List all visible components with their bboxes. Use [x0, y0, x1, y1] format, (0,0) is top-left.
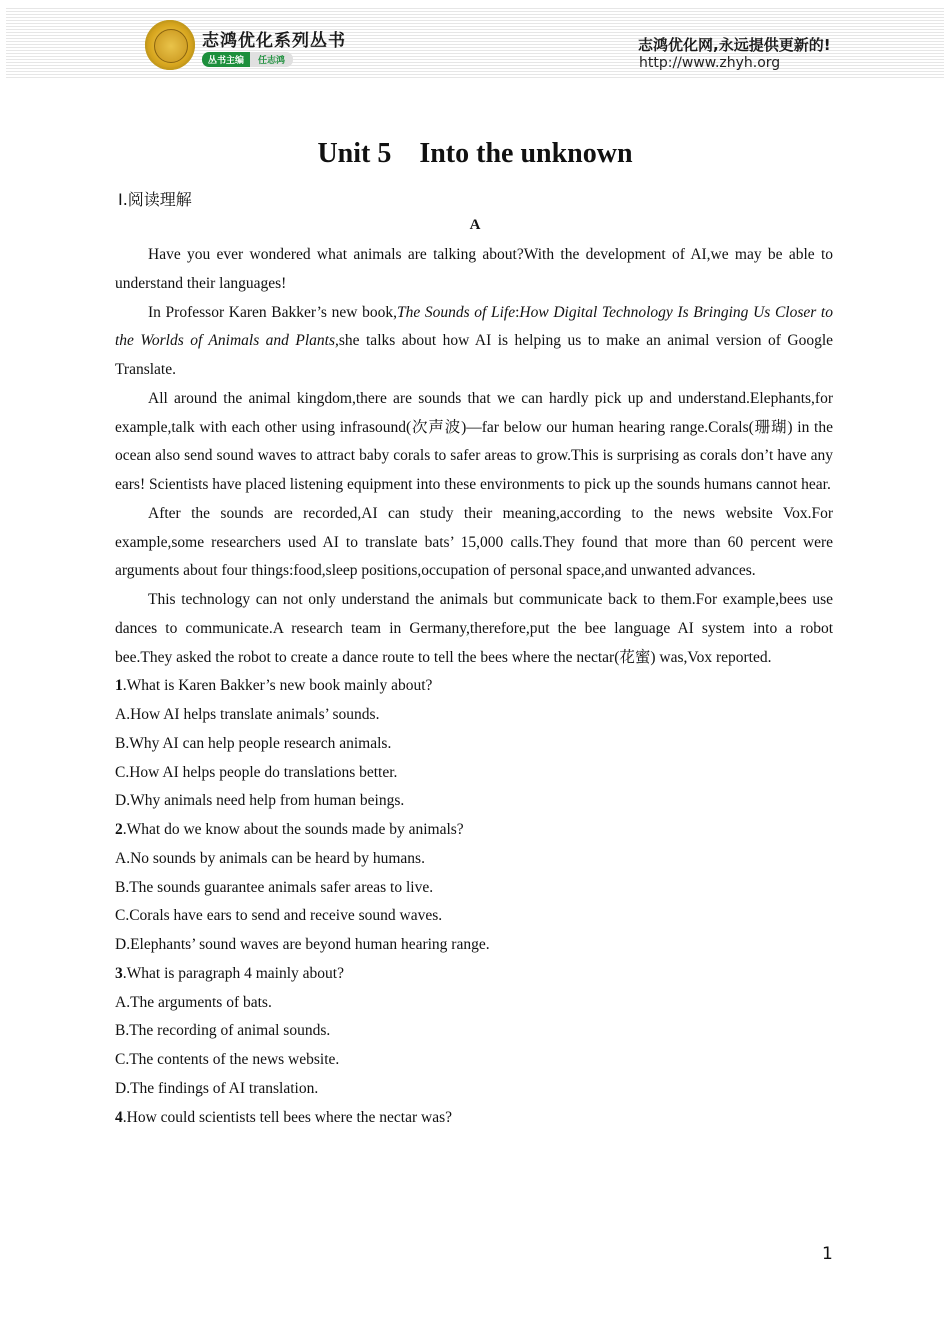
question-3 [115, 960, 833, 1104]
question-1 [115, 672, 833, 816]
header-slogan: 志鸿优化网,永远提供更新的! [638, 36, 831, 54]
document-body [115, 241, 833, 1132]
option-c: C.How AI helps people do translations better. [115, 763, 398, 781]
paragraph-3: All around the animal kingdom,there are sounds that we can hardly pick up and understand.Elephants,for example,talk with each other using infrasound(次声波)—far below our human hearing range.Corals(珊瑚) in the ocean also send sound waves to attract baby corals to safer areas to grow.This is surprising as corals don’t have any ears! Scientists have placed listening equipment into these environments to pick up the sounds humans cannot hear. [115, 389, 833, 493]
page-header [6, 6, 944, 80]
paragraph-5: This technology can not only understand the animals but communicate back to them.For example,bees use dances to communicate.A research team in Germany,therefore,put the bee language AI system into a robot bee.They asked the robot to create a dance route to tell the bees where the nectar(花蜜) was,Vox reported. [115, 591, 833, 666]
paragraph-2 [115, 299, 833, 385]
passage-label: A [469, 217, 481, 233]
paragraph-2-rest: ,she talks about how AI is helping us to make an animal version of Google Translate. [115, 332, 834, 378]
question-text: .What is Karen Bakker’s new book mainly about? [122, 677, 433, 695]
book-title-colon: : [515, 303, 520, 321]
brand-subtitle [202, 52, 293, 66]
question-number: 3 [115, 964, 123, 982]
option-b: B.The sounds guarantee animals safer areas to live. [115, 878, 434, 896]
brand-sub-name: 任志鸿 [250, 52, 293, 67]
seal-logo-icon [145, 20, 195, 70]
question-text: .How could scientists tell bees where the nectar was? [122, 1108, 453, 1126]
option-c: C.Corals have ears to send and receive sound waves. [115, 907, 443, 925]
question-number: 2 [115, 821, 123, 838]
section-heading: Ⅰ.阅读理解 [118, 190, 192, 209]
question-stem [115, 816, 833, 845]
question-2 [115, 816, 833, 960]
question-stem [115, 960, 833, 989]
paragraph-2-intro: In Professor Karen Bakker’s new book, [148, 303, 397, 321]
page-title: Unit 5 Into the unknown [317, 138, 633, 169]
question-number: 4 [115, 1108, 123, 1126]
brand-sub-label: 丛书主编 [202, 52, 250, 67]
paragraph-4: After the sounds are recorded,AI can study their meaning,according to the news website Vox.For example,some researchers used AI to translate bats’ 15,000 calls.They found that more than 60 percent were arguments about four things:food,sleep positions,occupation of personal space,and unwanted advances. [115, 504, 833, 580]
book-title-subtitle: How Digital Technology Is Bringing Us Closer to the Worlds of Animals and Plants [115, 303, 833, 350]
question-text: .What do we know about the sounds made by animals? [122, 821, 464, 838]
option-d: D.The findings of AI translation. [115, 1079, 319, 1097]
option-d: D.Why animals need help from human beings. [115, 792, 405, 810]
option-b: B.Why AI can help people research animals. [115, 734, 392, 752]
option-d: D.Elephants’ sound waves are beyond human hearing range. [115, 936, 490, 953]
question-text: .What is paragraph 4 mainly about? [122, 964, 344, 982]
brand-title: 志鸿优化系列丛书 [202, 31, 346, 51]
option-b: B.The recording of animal sounds. [115, 1022, 331, 1040]
paragraph-1: Have you ever wondered what animals are talking about?With the development of AI,we may be able to understand their languages! [115, 246, 833, 292]
book-title-main: The Sounds of Life [396, 303, 516, 321]
page-number: 1 [822, 1244, 833, 1264]
question-4 [115, 1104, 833, 1133]
option-c: C.The contents of the news website. [115, 1051, 340, 1068]
option-a: A.The arguments of bats. [115, 993, 272, 1011]
question-stem [115, 1104, 833, 1133]
question-number: 1 [115, 677, 123, 695]
option-a: A.How AI helps translate animals’ sounds. [115, 706, 380, 723]
header-url: http://www.zhyh.org [639, 55, 781, 71]
question-stem [115, 672, 833, 701]
option-a: A.No sounds by animals can be heard by humans. [115, 849, 425, 867]
